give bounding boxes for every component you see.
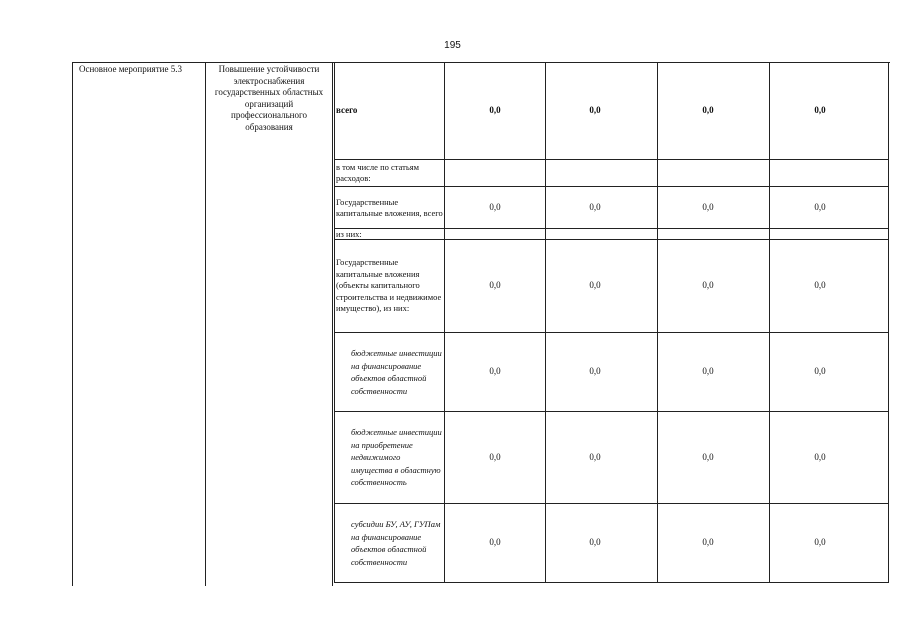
col-line-left xyxy=(72,62,73,586)
row-value: 0,0 xyxy=(489,451,501,462)
row-value: 0,0 xyxy=(489,105,501,116)
row-value: 0,0 xyxy=(814,366,826,377)
row-label: в том числе по статьям расходов: xyxy=(336,162,420,183)
row-value: 0,0 xyxy=(702,366,714,377)
row-label: субсидии БУ, АУ, ГУПам на финансирование объектов областной собственности xyxy=(351,519,441,567)
row-rule-bottom xyxy=(334,582,889,583)
row-value: 0,0 xyxy=(702,280,714,291)
row-value: 0,0 xyxy=(814,451,826,462)
row-value: 0,0 xyxy=(589,105,601,116)
row-value: 0,0 xyxy=(814,537,826,548)
col-line-activity xyxy=(205,62,206,586)
row-label: Государственные капитальные вложения, всего xyxy=(336,196,443,218)
row-value: 0,0 xyxy=(589,537,601,548)
description-cell: Повышение устойчивости электроснабжения государственных областных организаций профессионального образования xyxy=(214,64,324,132)
col-line-right xyxy=(888,62,889,582)
row-value: 0,0 xyxy=(589,201,601,212)
row-value: 0,0 xyxy=(702,201,714,212)
row-value: 0,0 xyxy=(489,537,501,548)
row-value: 0,0 xyxy=(814,201,826,212)
row-value: 0,0 xyxy=(589,366,601,377)
row-value: 0,0 xyxy=(702,537,714,548)
row-value: 0,0 xyxy=(814,105,826,116)
row-value: 0,0 xyxy=(489,280,501,291)
row-value: 0,0 xyxy=(589,280,601,291)
page-number: 195 xyxy=(444,40,461,51)
row-label: Государственные капитальные вложения (объекты капитального строительства и недвижимое имущество), из них: xyxy=(336,257,442,314)
col-line-description xyxy=(332,62,333,586)
row-label: всего xyxy=(336,105,358,116)
row-value: 0,0 xyxy=(489,201,501,212)
row-label: бюджетные инвестиции на финансирование объектов областной собственности xyxy=(351,348,442,396)
row-value: 0,0 xyxy=(489,366,501,377)
row-label: из них: xyxy=(336,229,362,239)
row-value: 0,0 xyxy=(702,451,714,462)
row-label: бюджетные инвестиции на приобретение недвижимого имущества в областную собственность xyxy=(351,427,442,488)
row-value: 0,0 xyxy=(814,280,826,291)
activity-cell: Основное мероприятие 5.3 xyxy=(79,64,182,74)
row-value: 0,0 xyxy=(702,105,714,116)
row-value: 0,0 xyxy=(589,451,601,462)
